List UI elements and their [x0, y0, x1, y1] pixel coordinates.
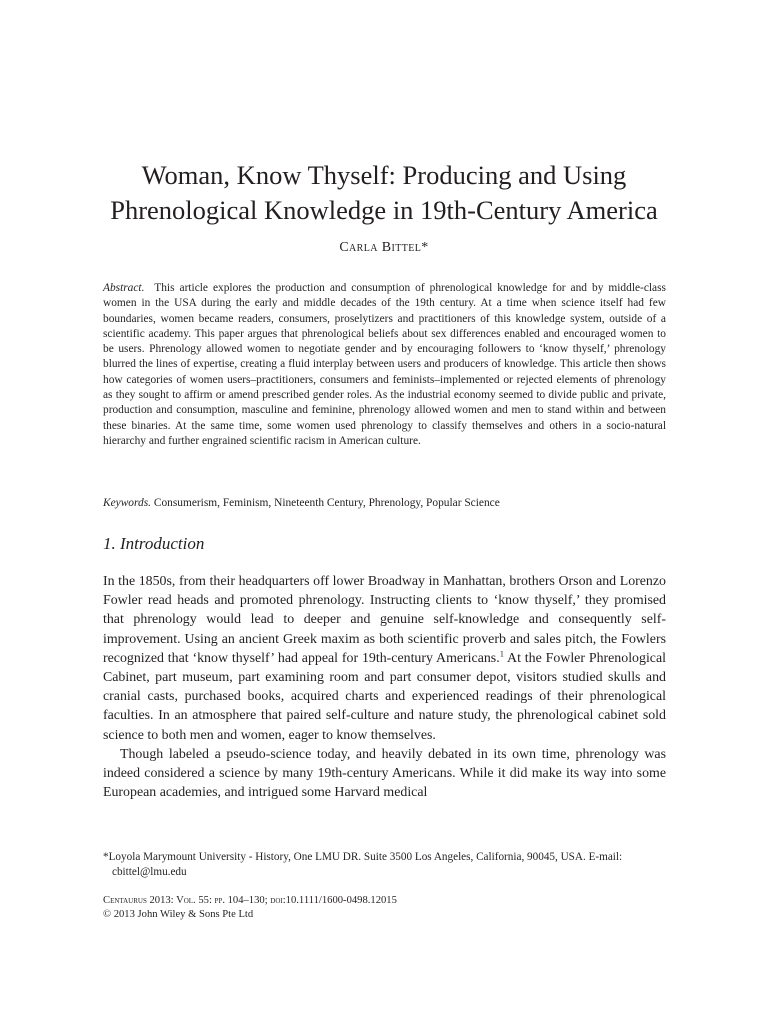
journal-info [103, 894, 397, 921]
paragraph-1-part-a: In the 1850s, from their headquarters off lower Broadway in Manhattan, brothers Orson and Lorenzo Fowler read heads and promoted phrenology. Instructing clients to ‘know thyself,’ they promised that phrenology would lead to deeper and genuine self-knowledge and consequently self-improvement. Using an ancient Greek maxim as both scientific proverb and sales pitch, the Fowlers recognized that ‘know thyself’ had appeal for 19th-century Americans. [103, 574, 666, 666]
abstract-label: Abstract. [103, 282, 145, 294]
author-affiliation-footnote [103, 850, 668, 880]
paragraph-2: Though labeled a pseudo-science today, and heavily debated in its own time, phrenology was indeed considered a science by many 19th-century Americans. While it did make its way into some European academies, and intrigued some Harvard medical [103, 746, 666, 801]
abstract-text: This article explores the production and consumption of phrenological knowledge for and by middle-class women in the USA during the early and middle decades of the 19th century. At a time when science itself had few boundaries, women became readers, consumers, proselytizers and practitioners of this knowledge system, outside of a scientific academy. This paper argues that phrenological beliefs about sex differences enabled and encouraged women to be users. Phrenology allowed women to negotiate gender and by encouraging followers to ‘know thyself,’ phrenology blurred the lines of expertise, creating a fluid interplay between users and producers of knowledge. This article then shows how categories of women users–practitioners, consumers and feminists–implemented or rejected elements of phrenology as they sought to affirm or amend prescribed gender roles. As the industrial economy seemed to divide public and private, production and consumption, masculine and feminine, phrenology allowed women and men to stand within and between these binaries. At the same time, some women used phrenology to classify themselves and others in a socio-natural hierarchy and further engrained scientific racism in American culture. [103, 282, 666, 447]
article-title [60, 158, 708, 228]
footnote-ref: 1 [499, 648, 504, 659]
abstract [103, 281, 666, 449]
keywords-label: Keywords. [103, 497, 151, 509]
article-title-line-1: Woman, Know Thyself: Producing and Using [141, 160, 627, 190]
keywords [103, 496, 666, 511]
journal-citation: Centaurus 2013: Vol. 55: pp. 104–130; doi:10.1111/1600-0498.12015 [103, 895, 397, 906]
paragraph-1 [103, 572, 666, 745]
article-title-line-2: Phrenological Knowledge in 19th-Century America [110, 195, 658, 225]
paragraph-1-part-b: At the Fowler Phrenological Cabinet, part museum, part examining room and part consumer depot, visitors studied skulls and cranial casts, purchased books, acquired charts and experienced readings of their phrenological faculties. In an atmosphere that paired self-culture and nature study, the phrenological cabinet sold science to both men and women, eager to know themselves. [103, 650, 666, 743]
body-text [103, 572, 666, 802]
section-heading: 1. Introduction [103, 534, 205, 553]
keywords-text: Consumerism, Feminism, Nineteenth Century, Phrenology, Popular Science [153, 497, 500, 509]
copyright-notice: © 2013 John Wiley & Sons Pte Ltd [103, 908, 254, 920]
author-name: Carla Bittel* [339, 240, 429, 255]
footnote-text: *Loyola Marymount University - History, One LMU DR. Suite 3500 Los Angeles, California, 90045, USA. E-mail: cbittel@lmu.edu [103, 851, 623, 878]
